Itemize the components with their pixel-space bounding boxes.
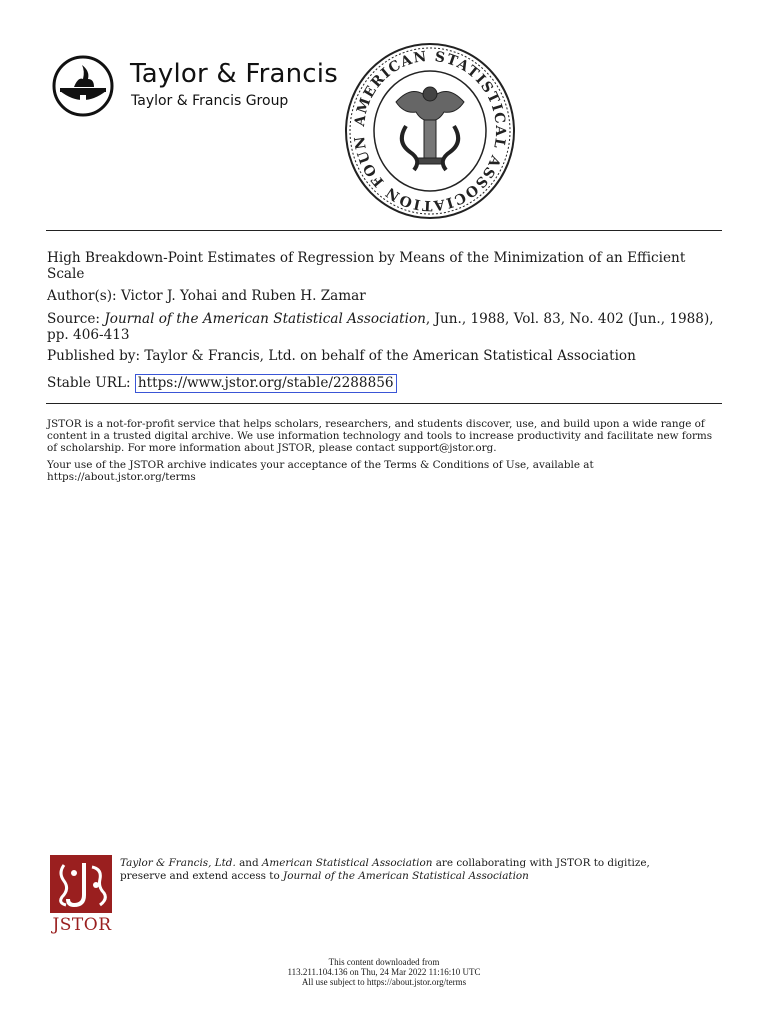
authors-line <box>47 288 717 304</box>
header-rule <box>46 230 722 231</box>
download-info <box>0 957 768 987</box>
published-label: Published by: <box>47 348 141 364</box>
authors-label: Author(s): <box>47 288 117 304</box>
collab-and: and <box>235 857 262 869</box>
publisher-name: Taylor & Francis <box>130 59 338 89</box>
journal-name: Journal of the American Statistical Association <box>104 311 426 327</box>
publisher-group-name: Taylor & Francis Group <box>131 93 289 109</box>
asa-seal-icon <box>344 42 516 220</box>
taylor-francis-lamp-icon <box>52 55 120 117</box>
meta-rule <box>46 403 722 404</box>
download-line-1: This content downloaded from <box>328 957 440 967</box>
terms-text: Your use of the JSTOR archive indicates your acceptance of the Terms & Conditions of Use, available at https://about.jstor.org/terms <box>47 459 594 483</box>
collab-journal: Journal of the American Statistical Association <box>283 869 529 882</box>
jstor-logo <box>48 855 116 937</box>
published-by: Taylor & Francis, Ltd. on behalf of the American Statistical Association <box>144 348 636 364</box>
source-line <box>47 311 717 343</box>
article-title: High Breakdown-Point Estimates of Regression by Means of the Minimization of an Efficient Scale <box>47 250 686 282</box>
taylor-francis-logo <box>52 55 342 117</box>
download-line-3: All use subject to https://about.jstor.org/terms <box>301 977 467 987</box>
source-label: Source: <box>47 311 100 327</box>
jstor-info-text: JSTOR is a not-for-profit service that helps scholars, researchers, and students discover, use, and build upon a wide range of content in a trusted digital archive. We use information technology and tools to increase productivity and facilitate new forms of scholarship. For more information about JSTOR, please contact support@jstor.org. <box>47 418 713 454</box>
jstor-logo-icon <box>50 855 112 913</box>
stable-url-label: Stable URL: <box>47 375 131 391</box>
seal-text: AMERICAN STATISTICAL ASSOCIATION FOUN <box>351 48 509 214</box>
source-details: , Jun., 1988, Vol. 83, No. 402 (Jun., 1988), pp. 406-413 <box>47 311 714 343</box>
stable-url-link[interactable]: https://www.jstor.org/stable/2288856 <box>135 374 397 393</box>
stable-url-line <box>47 374 717 393</box>
published-line <box>47 348 717 364</box>
collab-mid: are collaborating with JSTOR to digitize, preserve and extend access to <box>120 857 650 882</box>
collaboration-text <box>120 857 680 882</box>
download-line-2: 113.211.104.136 on Thu, 24 Mar 2022 11:16:10 UTC <box>287 967 481 977</box>
asa-seal <box>344 42 516 220</box>
collab-publisher: Taylor & Francis, Ltd. <box>120 857 236 869</box>
jstor-wordmark: JSTOR <box>52 915 112 935</box>
authors: Victor J. Yohai and Ruben H. Zamar <box>120 288 366 304</box>
collab-society: American Statistical Association <box>261 857 433 869</box>
